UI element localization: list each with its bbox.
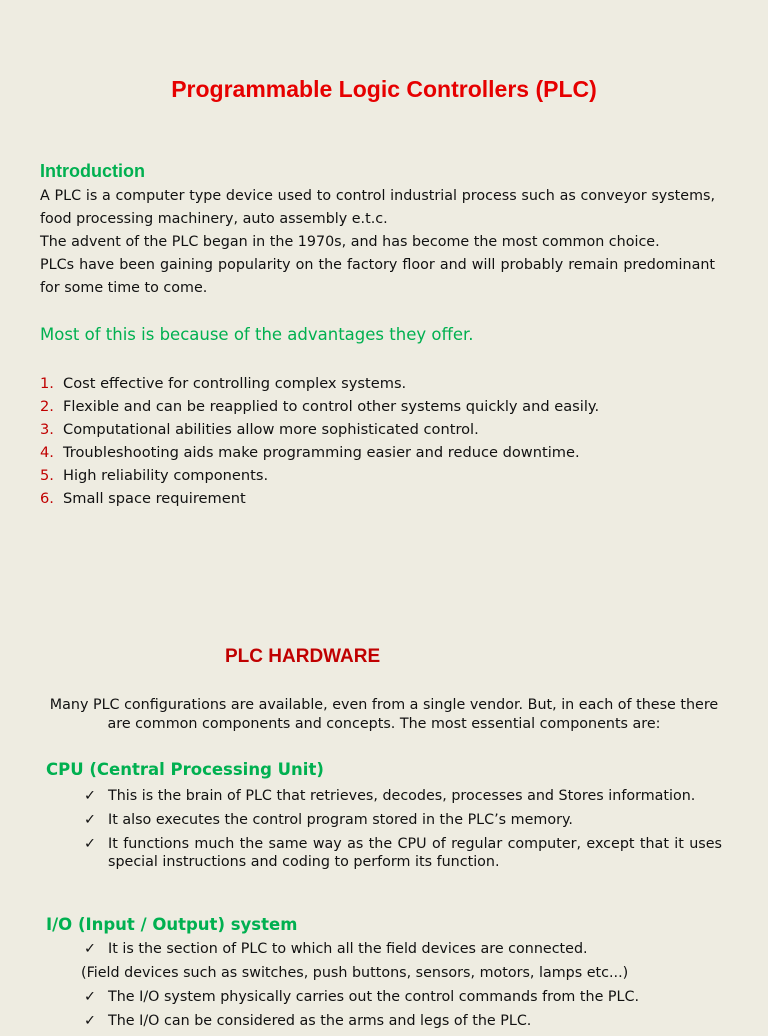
list-item: [40, 395, 599, 418]
intro-paragraph: A PLC is a computer type device used to control industrial process such as conveyor systems, food processing machinery, auto assembly e.t.c.: [40, 188, 715, 227]
note-text: (Field devices such as switches, push buttons, sensors, motors, lamps etc...): [81, 965, 629, 981]
list-text: Small space requirement: [63, 490, 246, 507]
list-text: Troubleshooting aids make programming easier and reduce downtime.: [63, 444, 580, 461]
list-number: 2.: [40, 398, 54, 415]
cpu-heading-rest: (Central Processing Unit): [83, 760, 324, 779]
list-text: It is the section of PLC to which all the field devices are connected.: [108, 941, 588, 957]
check-mark-icon: ✓: [84, 989, 96, 1005]
check-mark-icon: ✓: [84, 1013, 96, 1029]
list-number: 5.: [40, 467, 54, 484]
io-heading: [46, 915, 297, 934]
page-title: Programmable Logic Controllers (PLC): [171, 76, 597, 102]
list-text: Flexible and can be reapplied to control other systems quickly and easily.: [63, 398, 600, 415]
list-number: 4.: [40, 444, 54, 461]
io-heading-bold: I/O: [46, 915, 73, 934]
field-devices-note: [81, 964, 722, 982]
list-item: [84, 988, 722, 1006]
check-mark-icon: ✓: [84, 836, 96, 852]
intro-paragraph: PLCs have been gaining popularity on the factory floor and will probably remain predominant for some time to come.: [40, 257, 715, 296]
check-mark-icon: ✓: [84, 941, 96, 957]
io-points: [81, 940, 722, 1036]
list-text: This is the brain of PLC that retrieves, decodes, processes and Stores information.: [108, 788, 696, 804]
list-item: [84, 811, 722, 829]
list-item: [84, 940, 722, 958]
list-text: It functions much the same way as the CPU of regular computer, except that it uses special instructions and coding to perform its function.: [108, 836, 722, 870]
cpu-points: [84, 787, 722, 877]
list-number: 3.: [40, 421, 54, 438]
list-item: [40, 441, 599, 464]
check-mark-icon: ✓: [84, 812, 96, 828]
slide-plc-hardware: [0, 610, 768, 1029]
introduction-body: [40, 185, 715, 300]
advantages-list: [40, 372, 599, 510]
list-text: Computational abilities allow more sophisticated control.: [63, 421, 479, 438]
list-item: [40, 418, 599, 441]
io-heading-rest: (Input / Output) system: [72, 915, 298, 934]
list-item: [40, 372, 599, 395]
hardware-intro: Many PLC configurations are available, even from a single vendor. But, in each of these there are common components and concepts. The most essential components are:: [49, 697, 719, 732]
list-item: [84, 787, 722, 805]
advantages-lead: Most of this is because of the advantages they offer.: [40, 325, 474, 344]
list-text: The I/O system physically carries out the control commands from the PLC.: [108, 989, 640, 1005]
list-item: [40, 487, 599, 510]
list-item: [84, 1012, 722, 1030]
cpu-heading-bold: CPU: [46, 760, 84, 779]
check-mark-icon: ✓: [84, 788, 96, 804]
list-text: It also executes the control program stored in the PLC’s memory.: [108, 812, 573, 828]
list-number: 1.: [40, 375, 54, 392]
list-text: Cost effective for controlling complex systems.: [63, 375, 407, 392]
list-text: High reliability components.: [63, 467, 269, 484]
list-number: 6.: [40, 490, 54, 507]
list-text: The I/O can be considered as the arms and legs of the PLC.: [108, 1013, 532, 1029]
list-item: [40, 464, 599, 487]
cpu-heading: [46, 760, 324, 779]
intro-paragraph: The advent of the PLC began in the 1970s, and has become the most common choice.: [40, 234, 660, 250]
list-item: [84, 835, 722, 871]
introduction-heading: Introduction: [40, 161, 145, 181]
hardware-title: PLC HARDWARE: [225, 646, 381, 667]
